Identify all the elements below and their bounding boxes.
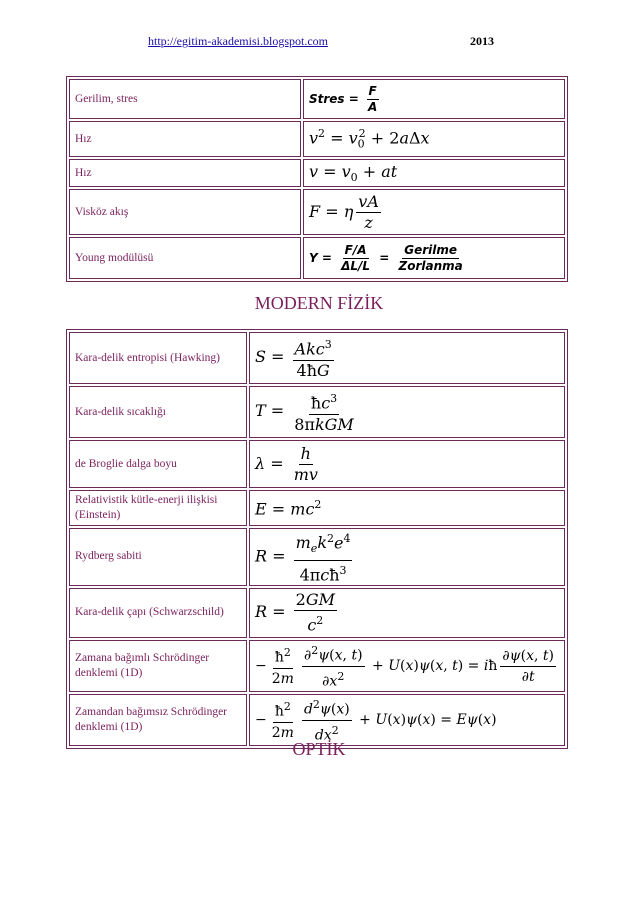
- formula-label: de Broglie dalga boyu: [69, 440, 247, 488]
- formula-label: Zamandan bağımsız Schrödinger denklemi (1D): [69, 694, 247, 746]
- header-year: 2013: [470, 34, 494, 48]
- formula-time-independent-schrodinger: − $\frac{ħ^2}{2m}$ $\frac{d^2\psi(x)}{dx^2}$ + U(x)ψ(x) = Eψ(x): [249, 694, 565, 746]
- header-url-link[interactable]: http://egitim-akademisi.blogspot.com: [148, 34, 328, 48]
- formula-label: Kara-delik çapı (Schwarzschild): [69, 588, 247, 638]
- formula-label: Zamana bağımlı Schrödinger denklemi (1D): [69, 640, 247, 692]
- table-row: [69, 386, 565, 438]
- formula-hawking-entropy: S = $\frac{Akc^3}{4ħG}$: [249, 332, 565, 384]
- formula-label: Kara-delik entropisi (Hawking): [69, 332, 247, 384]
- formula-stress: Stres = $\frac{F}{A}$: [303, 79, 565, 119]
- formula-label: Gerilim, stres: [69, 79, 301, 119]
- formula-velocity-squared: $v^2 = v_0^2 + 2a\Delta x$: [303, 121, 565, 157]
- formula-viscous-flow: F = η $\frac{vA}{z}$: [303, 189, 565, 235]
- mechanics-formula-table: [66, 76, 568, 282]
- table-row: [69, 640, 565, 692]
- formula-text: F: [368, 83, 377, 98]
- section-title-optics: OPTİK: [292, 739, 346, 759]
- table-row: [69, 237, 565, 279]
- section-title-modern-physics: MODERN FİZİK: [254, 293, 384, 313]
- formula-time-dependent-schrodinger: − $\frac{ħ^2}{2m}$ $\frac{\partial^2\psi(x, t)}{\partial x^2}$ + U(x)ψ(x, t) = iħ $\frac{\partial\psi(x, t)}{\partial t}$: [249, 640, 565, 692]
- table-row: [69, 79, 565, 119]
- formula-mass-energy: $E = mc^2$: [249, 490, 565, 526]
- formula-young-modulus: Y = $\frac{F/A}{\Delta L/L}$ = $\frac{\text{Gerilme}}{\text{Zorlanma}}$: [303, 237, 565, 279]
- table-row: [69, 189, 565, 235]
- table-row: [69, 332, 565, 384]
- formula-de-broglie: λ = $\frac{h}{mv}$: [249, 440, 565, 488]
- formula-label: Young modülüsü: [69, 237, 301, 279]
- table-row: [69, 490, 565, 526]
- formula-text: A: [368, 99, 378, 114]
- formula-label: Kara-delik sıcaklığı: [69, 386, 247, 438]
- table-row: [69, 588, 565, 638]
- formula-schwarzschild: R = $\frac{2GM}{c^2}$: [249, 588, 565, 638]
- formula-label: Hız: [69, 159, 301, 187]
- formula-label: Visköz akış: [69, 189, 301, 235]
- formula-rydberg: R = $\frac{m_ek^2e^4}{4\pi cħ^3}$: [249, 528, 565, 586]
- modern-physics-formula-table: [66, 329, 568, 749]
- table-row: [69, 528, 565, 586]
- formula-velocity: $v = v_0$ + at: [303, 159, 565, 187]
- table-row: [69, 121, 565, 157]
- formula-text: Gerilme: [404, 242, 457, 257]
- formula-label: Relativistik kütle-enerji ilişkisi (Einstein): [69, 490, 247, 526]
- formula-text: Stres: [309, 91, 345, 106]
- formula-black-hole-temperature: T = $\frac{ħc^3}{\text{8πkGM}}$: [249, 386, 565, 438]
- table-row: [69, 159, 565, 187]
- formula-label: Rydberg sabiti: [69, 528, 247, 586]
- formula-text: Zorlanma: [398, 258, 463, 273]
- formula-label: Hız: [69, 121, 301, 157]
- table-row: [69, 440, 565, 488]
